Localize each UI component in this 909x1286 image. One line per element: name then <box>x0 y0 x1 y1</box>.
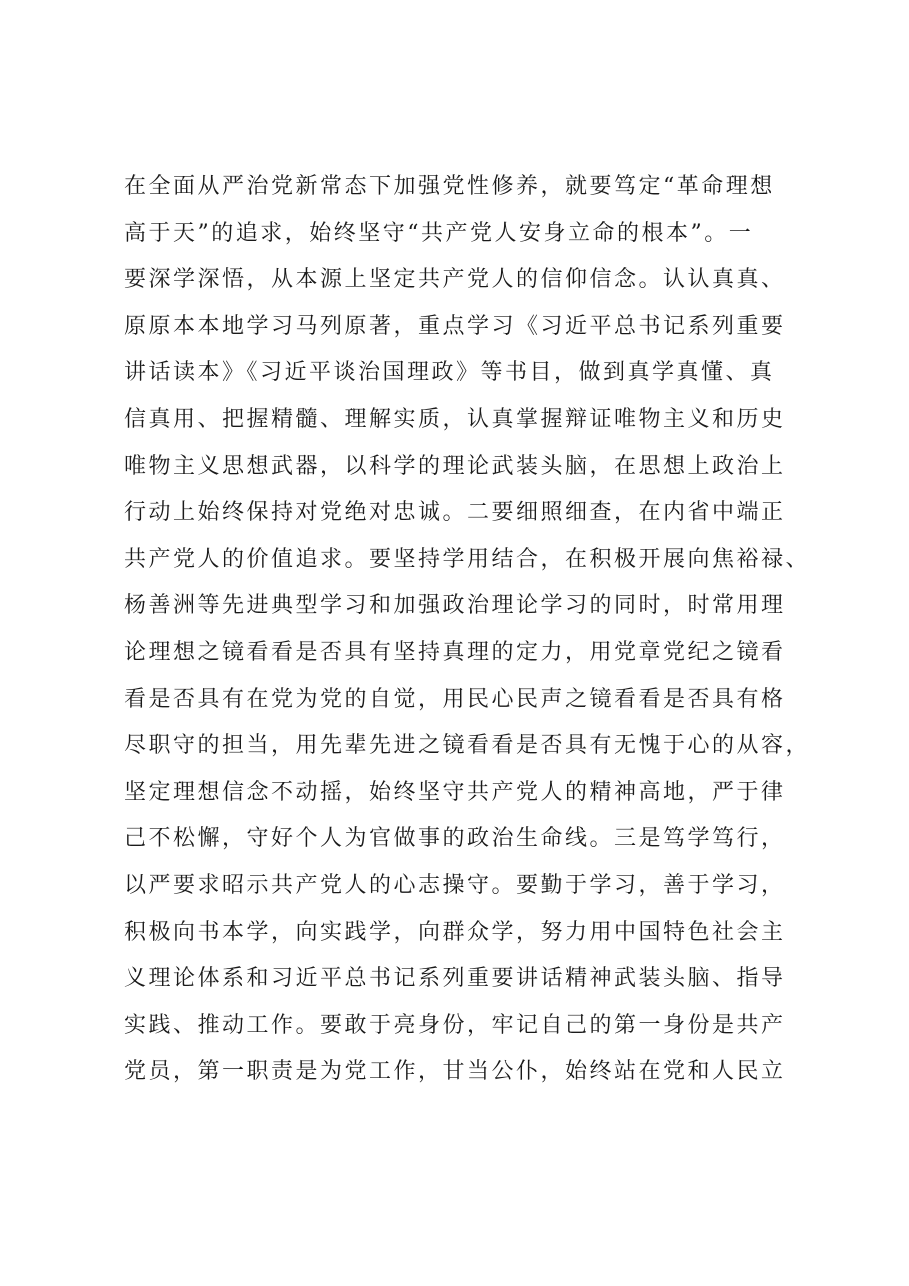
body-paragraph <box>124 164 811 1096</box>
text-line: 以严要求昭示共产党人的心志操守。要勤于学习，善于学习， <box>124 872 786 898</box>
text-line: 行动上始终保持对党绝对忠诚。二要细照细查，在内省中端正 <box>124 500 786 526</box>
text-line: 信真用、把握精髓、理解实质，认真掌握辩证唯物主义和历史 <box>124 406 786 432</box>
text-line: 讲话读本》《习近平谈治国理政》等书目，做到真学真懂、真 <box>124 360 775 386</box>
text-line: 论理想之镜看看是否具有坚持真理的定力，用党章党纪之镜看 <box>124 639 786 665</box>
text-line: 己不松懈，守好个人为官做事的政治生命线。三是笃学笃行， <box>124 826 786 852</box>
text-line: 共产党人的价值追求。要坚持学用结合，在积极开展向焦裕禄、 <box>124 546 811 572</box>
text-line: 义理论体系和习近平总书记系列重要讲话精神武装头脑、指导 <box>124 966 786 992</box>
text-line: 尽职守的担当，用先辈先进之镜看看是否具有无愧于心的从容， <box>124 733 811 759</box>
text-line: 在全面从严治党新常态下加强党性修养，就要笃定“革命理想 <box>124 174 775 199</box>
text-line: 杨善洲等先进典型学习和加强政治理论学习的同时，时常用理 <box>124 593 786 619</box>
text-line: 坚定理想信念不动摇，始终坚守共产党人的精神高地，严于律 <box>124 779 786 805</box>
text-line: 要深学深悟，从本源上坚定共产党人的信仰信念。认认真真、 <box>124 267 786 293</box>
text-line: 实践、推动工作。要敢于亮身份，牢记自己的第一身份是共产 <box>124 1012 786 1038</box>
text-line: 党员，第一职责是为党工作，甘当公仆，始终站在党和人民立 <box>124 1059 786 1085</box>
text-line: 积极向书本学，向实践学，向群众学，努力用中国特色社会主 <box>124 919 786 945</box>
text-line: 高于天”的追求，始终坚守“共产党人安身立命的根本”。一 <box>124 220 754 246</box>
text-line: 看是否具有在党为党的自觉，用民心民声之镜看看是否具有格 <box>124 686 786 712</box>
text-line: 唯物主义思想武器，以科学的理论武装头脑，在思想上政治上 <box>124 453 786 479</box>
text-line: 原原本本地学习马列原著，重点学习《习近平总书记系列重要 <box>124 313 786 339</box>
